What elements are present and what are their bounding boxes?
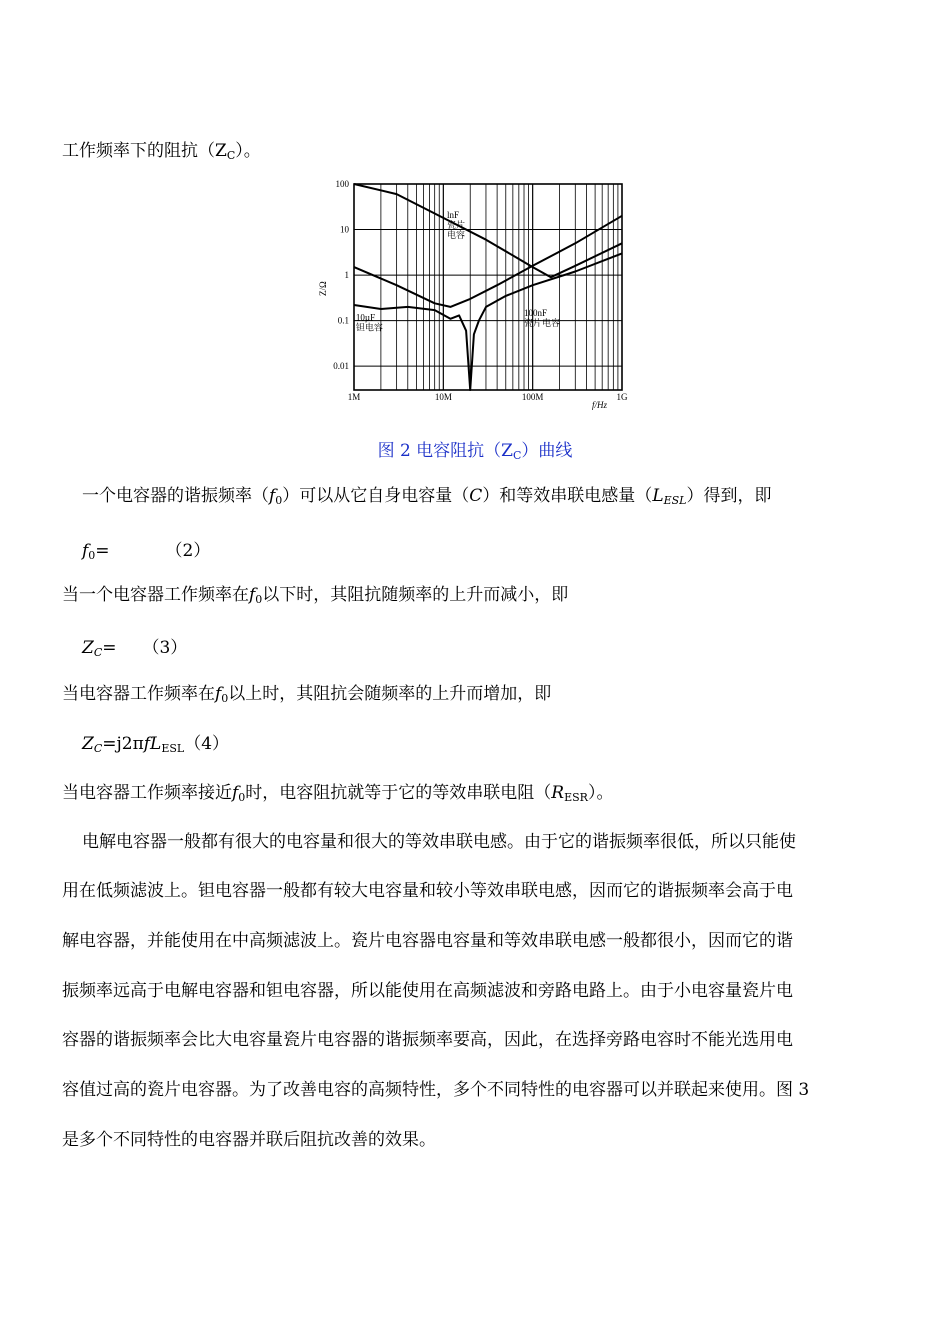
series-label: lnF: [447, 209, 460, 220]
body-line: 是多个不同特性的电容器并联后阻抗改善的效果。: [62, 1130, 436, 1150]
y-tick-label: 100: [335, 179, 349, 189]
y-tick-labels: [333, 179, 349, 371]
series-label: 钽电容: [355, 322, 383, 333]
x-tick-label: 1G: [616, 392, 628, 402]
x-tick-label: 10M: [434, 392, 452, 402]
x-tick-labels: [348, 392, 628, 402]
body-line: 用在低频滤波上。钽电容器一般都有较大电容量和较小等效串联电感，因而它的谐振频率会高于电: [62, 881, 793, 901]
y-tick-label: 0.01: [333, 361, 349, 372]
body-line: 解电容器，并能使用在中高频滤波上。瓷片电容器电容量和等效串联电感一般都很小，因而它的谐: [62, 931, 793, 951]
equation-4: $Z_C=j2\pi fL_{ESL}(4)$: [82, 734, 230, 755]
series-label: 瓷片: [447, 219, 466, 230]
series-label: 瓷片电容: [524, 318, 561, 329]
equation-3: $Z_C= (3)$: [82, 638, 188, 659]
series-label: 10µF: [355, 312, 376, 323]
y-axis-label: Z/Ω: [318, 281, 328, 296]
paragraph-below-f0: 当一个电容器工作频率在$f_0$以下时，其阻抗随频率的上升而减小，即: [62, 585, 569, 606]
y-tick-label: 10: [340, 224, 349, 235]
paragraph-near-f0: 当电容器工作频率接近$f_0$时，电容阻抗就等于它的等效串联电阻$(R_{ESR})$。: [62, 783, 614, 804]
body-line: 电解电容器一般都有很大的电容量和很大的等效串联电感。由于它的谐振频率很低，所以只能使: [82, 832, 796, 852]
series-line-1nf-ceramic: [354, 184, 622, 277]
x-tick-label: 100M: [521, 392, 544, 402]
equation-2: $f_0= (2)$: [82, 541, 211, 562]
x-tick-label: 1M: [347, 392, 361, 402]
x-axis-label: f/Hz: [592, 400, 608, 410]
body-line: 容值过高的瓷片电容器。为了改善电容的高频特性，多个不同特性的电容器可以并联起来使用。图 3: [62, 1080, 810, 1100]
y-tick-label: 1: [344, 270, 349, 281]
body-line: 振频率远高于电解电容器和钽电容器，所以能使用在高频滤波和旁路电路上。由于小电容量瓷片电: [62, 981, 793, 1001]
paragraph-above-f0: 当电容器工作频率在$f_0$以上时，其阻抗会随频率的上升而增加，即: [62, 684, 552, 705]
impedance-chart: [318, 178, 638, 410]
y-tick-label: 0.1: [337, 315, 349, 326]
figure-caption: 图 2 电容阻抗$(Z_C)$曲线: [377, 441, 573, 462]
paragraph-resonance: 一个电容器的谐振频率$(f_0)$可以从它自身电容量（C）和等效串联电感量$(L_{ESL})$得到，即: [82, 486, 772, 507]
chart-series: [354, 184, 622, 390]
series-label: 100nF: [524, 308, 548, 319]
body-line: 容器的谐振频率会比大电容量瓷片电容器的谐振频率要高，因此，在选择旁路电容时不能光选用电: [62, 1030, 793, 1050]
series-label: 电容: [447, 229, 466, 240]
series-line-10uf-tantalum: [354, 253, 622, 390]
series-labels: [356, 210, 560, 333]
intro-line: 工作频率下的阻抗$(Z_C)$。: [62, 141, 261, 162]
chart-grid: [354, 184, 622, 390]
plot-frame: [354, 184, 622, 390]
